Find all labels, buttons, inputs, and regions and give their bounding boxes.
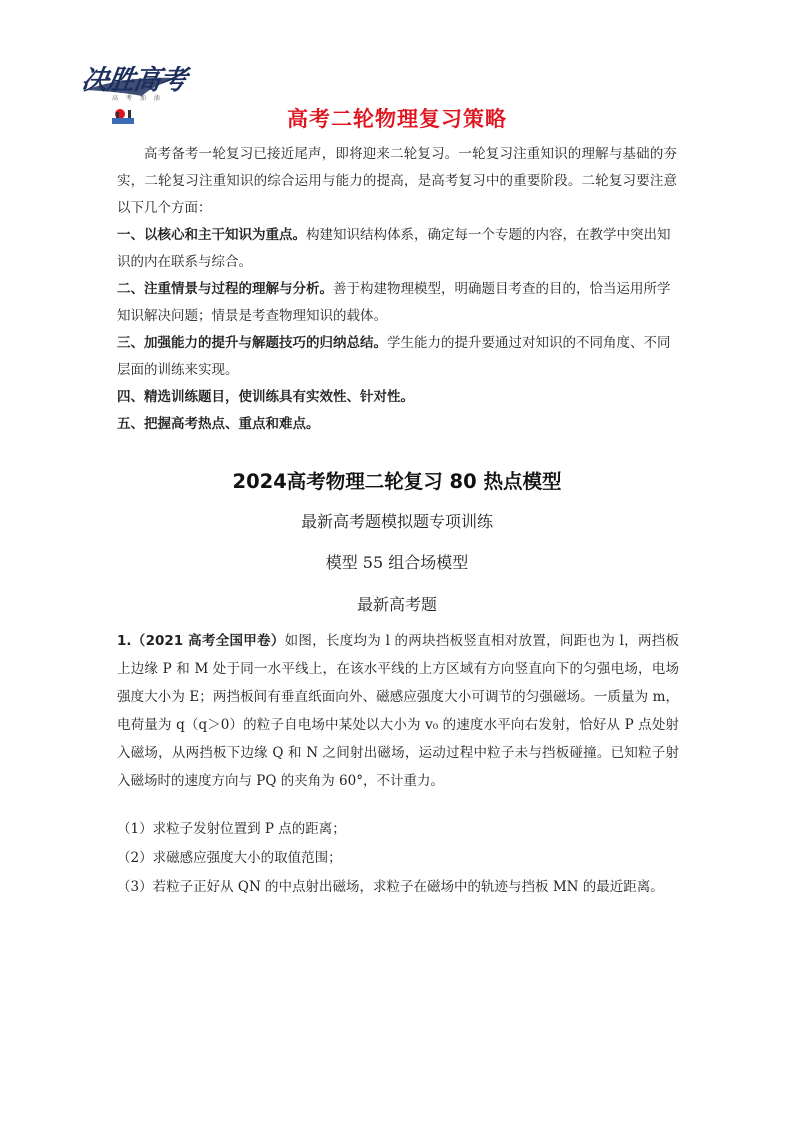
point-heading: 四、精选训练题目，使训练具有实效性、针对性。 [117, 389, 414, 405]
point-heading: 五、把握高考热点、重点和难点。 [117, 416, 320, 432]
sub-question-2: （2）求磁感应强度大小的取值范围； [117, 850, 342, 866]
question-number: 1. [117, 633, 132, 649]
logo-text: 决胜高考 [79, 65, 188, 96]
strategy-point-5 [117, 411, 677, 438]
intro-paragraph: 高考备考一轮复习已接近尾声，即将迎来二轮复习。一轮复习注重知识的理解与基础的夯实，二轮复习注重知识的综合运用与能力的提高，是高考复习中的重要阶段。二轮复习要注意以下几个方面： [117, 146, 677, 216]
logo-subtitle: 高 考 加 油 [112, 95, 163, 102]
subtitle-training: 最新高考题模拟题专项训练 [300, 512, 493, 531]
point-text: 善于构建物理模型，明确题目考查的目的，恰当运用所学知识解决问题；情景是考查物理知识的载体。 [117, 281, 671, 324]
point-heading: 一、以核心和主干知识为重点。 [117, 227, 306, 243]
question-1 [117, 627, 679, 795]
strategy-point-3 [117, 330, 677, 384]
sub-question-1: （1）求粒子发射位置到 P 点的距离； [117, 821, 346, 837]
subtitle-section: 最新高考题 [356, 595, 437, 614]
strategy-point-4 [117, 384, 677, 411]
point-heading: 三、加强能力的提升与解题技巧的归纳总结。 [117, 335, 387, 351]
strategy-point-1 [117, 222, 677, 276]
strategy-point-2 [117, 276, 677, 330]
question-source: （2021 高考全国甲卷） [131, 633, 285, 649]
point-heading: 二、注重情景与过程的理解与分析。 [117, 281, 333, 297]
question-text: 如图，长度均为 l 的两块挡板竖直相对放置，间距也为 l，两挡板上边缘 P 和 M 处于同一水平线上，在该水平线的上方区域有方向竖直向下的匀强电场，电场强度大小为 E；两挡板间有垂直纸面向外、磁感应强度大小可调节的匀强磁场。一质量为 m，电荷量为 q（q＞0）的粒子自电场中某处以大小为 v₀ 的速度水平向右发射，恰好从 P 点处射入磁场，从两挡板下边缘 Q 和 N 之间射出磁场，运动过程中粒子未与挡板碰撞。已知粒子射入磁场时的速度方向与 PQ 的夹角为 60°，不计重力。 [117, 633, 679, 789]
main-title: 2024高考物理二轮复习 80 热点模型 [232, 470, 562, 493]
sub-question-3: （3）若粒子正好从 QN 的中点射出磁场，求粒子在磁场中的轨迹与挡板 MN 的最近距离。 [117, 879, 664, 895]
point-text: 构建知识结构体系，确定每一个专题的内容，在教学中突出知识的内在联系与综合。 [117, 227, 671, 270]
document-title: 高考二轮物理复习策略 [287, 107, 507, 131]
subtitle-model: 模型 55 组合场模型 [325, 553, 469, 572]
point-text: 学生能力的提升要通过对知识的不同角度、不同层面的训练来实现。 [117, 335, 671, 378]
